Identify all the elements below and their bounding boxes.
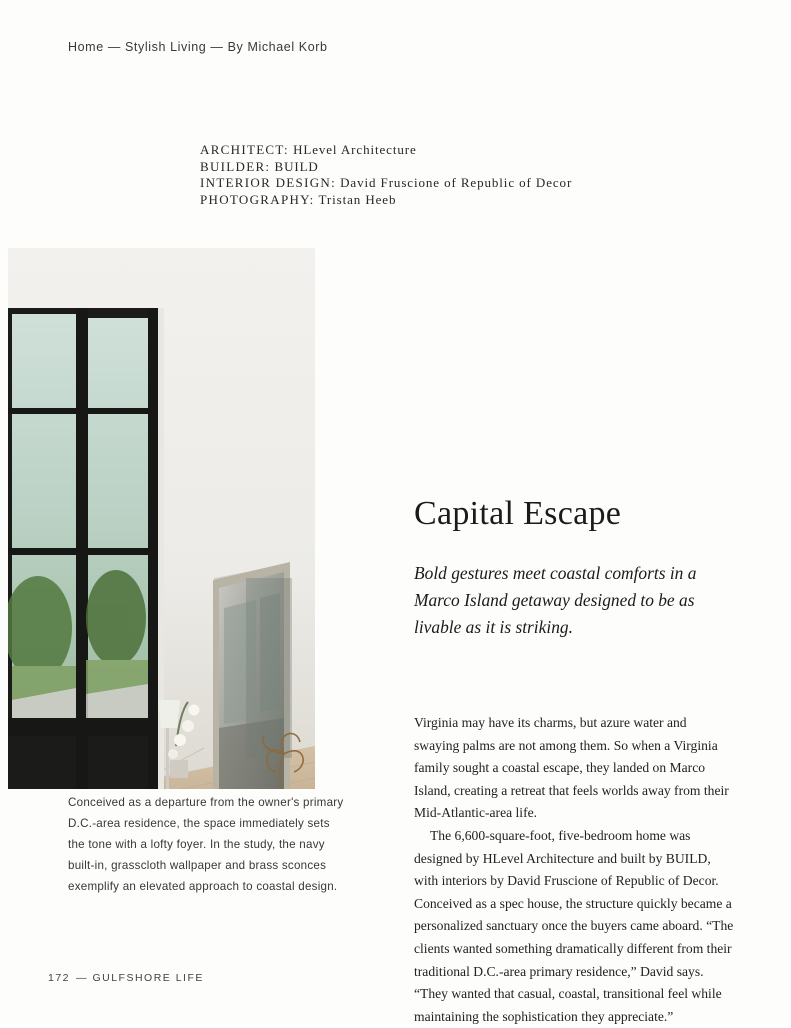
credit-line-photography <box>200 192 572 209</box>
credit-key-builder: BUILDER: <box>200 158 271 174</box>
credit-line-builder <box>200 159 572 176</box>
page-title: Capital Escape <box>414 495 622 532</box>
body-paragraph-2: The 6,600-square-foot, five-bedroom home was designed by HLevel Architecture and built by BUILD, with interiors by David Fruscione of Republic of Decor. Conceived as a spec house, the structure quickly became a personalized sanctuary once the buyers came aboard. “The clients wanted something dramatically different from their traditional D.C.-area primary residence,” David says. “They wanted that casual, coastal, transitional feel while maintaining the sophistication they appreciate.” <box>414 827 734 1024</box>
running-head: Home — Stylish Living — By Michael Korb <box>68 40 328 54</box>
folio-page-number: 172 <box>48 972 71 984</box>
credit-line-interior-design <box>200 175 572 192</box>
credit-key-architect: ARCHITECT: <box>200 142 289 157</box>
folio-publication: — GULFSHORE LIFE <box>76 972 204 984</box>
body-paragraph-1: Virginia may have its charms, but azure water and swaying palms are not among them. So when a Virginia family sought a coastal escape, they landed on Marco Island, creating a retreat that feels worlds away from their Mid-Atlantic-area life. <box>414 715 729 821</box>
credit-key-photography: PHOTOGRAPHY: <box>200 191 315 207</box>
credits-block <box>200 142 572 208</box>
credit-value-photography: Tristan Heeb <box>318 191 397 207</box>
credit-line-architect <box>200 142 572 159</box>
foyer-interior-photo <box>8 248 315 789</box>
article-deck: Bold gestures meet coastal comforts in a Marco Island getaway designed to be as livable as it is striking. <box>414 563 697 637</box>
article-body <box>414 712 734 1028</box>
photo-caption: Conceived as a departure from the owner's primary D.C.-area residence, the space immediately sets the tone with a lofty foyer. In the study, the navy built-in, grasscloth wallpaper and brass sconces exemplify an elevated approach to coastal design. <box>68 796 344 893</box>
credit-value-interior-design: David Fruscione of Republic of Decor <box>340 175 573 190</box>
folio <box>48 972 204 984</box>
credit-value-builder: BUILD <box>274 158 319 174</box>
credit-key-interior-design: INTERIOR DESIGN: <box>200 175 336 190</box>
credit-value-architect: HLevel Architecture <box>293 142 417 157</box>
